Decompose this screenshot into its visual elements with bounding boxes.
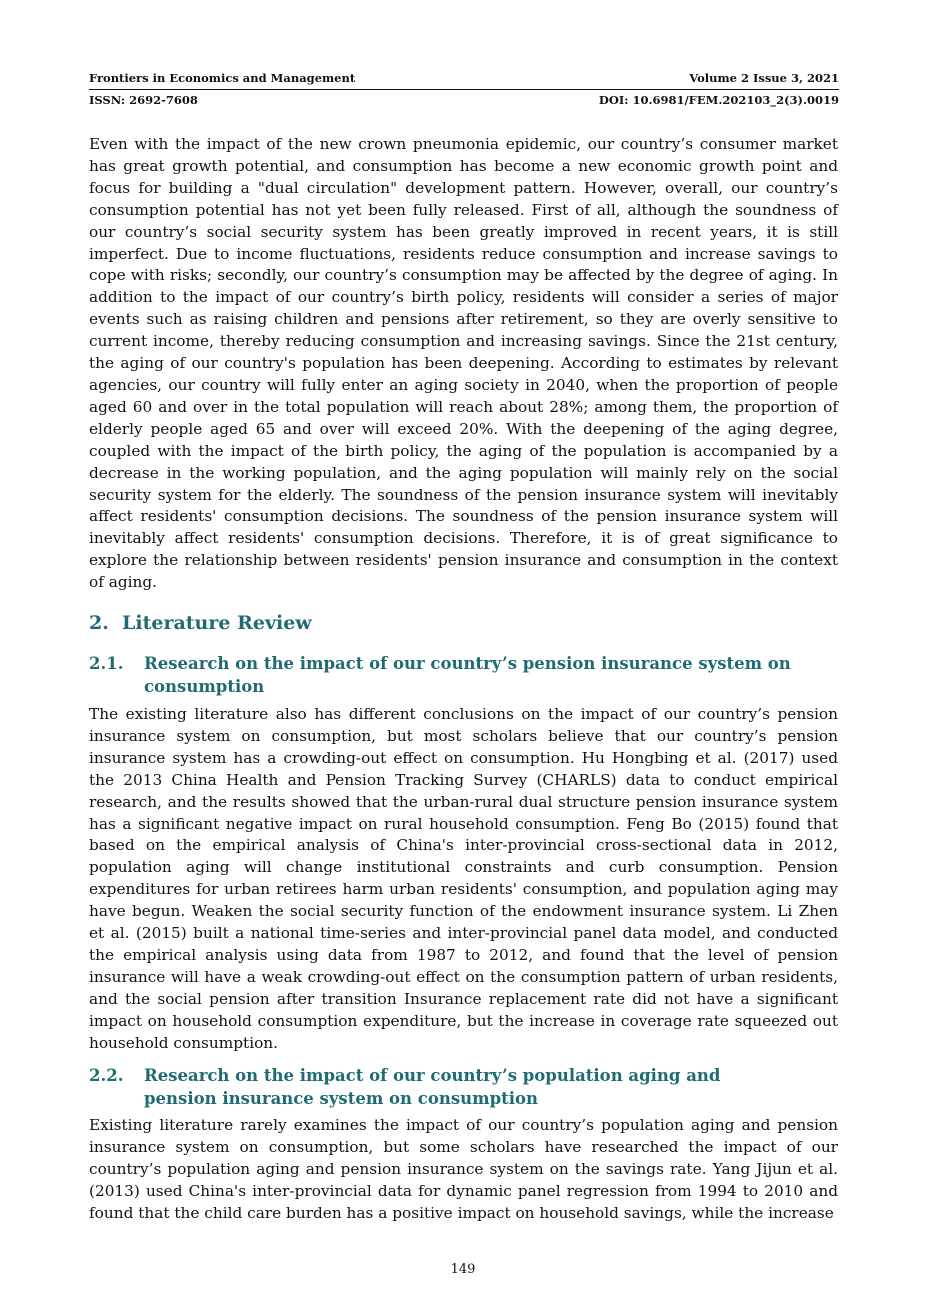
volume-issue: Volume 2 Issue 3, 2021 — [689, 71, 839, 85]
subsection-number: 2.1. — [89, 654, 124, 673]
issn: ISSN: 2692-7608 — [89, 93, 198, 107]
running-header-top — [89, 71, 839, 85]
subsection-number: 2.2. — [89, 1066, 124, 1085]
page-number: 149 — [450, 1262, 476, 1277]
subsection-2-1-paragraph: The existing literature also has different conclusions on the impact of our country’s pension insurance system on consumption, but most scholars believe that our country’s pension insurance system has a crowding-out effect on consumption. Hu Hongbing et al. (2017) used the 2013 China Health and Pension Tracking Survey (CHARLS) data to conduct empirical research, and the results showed that the urban-rural dual structure pension insurance system has a significant negative impact on rural household consumption. Feng Bo (2015) found that based on the empirical analysis of China's inter-provincial cross-sectional data in 2012, population aging will change institutional constraints and curb consumption. Pension expenditures for urban retirees harm urban residents' consumption, and population aging may have begun. Weaken the social security function of the endowment insurance system. Li Zhen et al. (2015) built a national time-series and inter-provincial panel data model, and conducted the empirical analysis using data from 1987 to 2012, and found that the level of pension insurance will have a weak crowding-out effect on the consumption pattern of urban residents, and the social pension after transition Insurance replacement rate did not have a significant impact on household consumption expenditure, but the increase in coverage rate squeezed out household consumption. — [89, 705, 838, 1052]
subsection-heading-2-2 — [89, 1064, 838, 1110]
section-number: 2. — [89, 612, 109, 634]
doi: DOI: 10.6981/FEM.202103_2(3).0019 — [598, 93, 839, 107]
section-title: Literature Review — [122, 612, 312, 634]
intro-paragraph: Even with the impact of the new crown pneumonia epidemic, our country’s consumer market has great growth potential, and consumption has become a new economic growth point and focus for building a "dual circulation" development pattern. However, overall, our country’s consumption potential has not yet been fully released. First of all, although the soundness of our country’s social security system has been greatly improved in recent years, it is still imperfect. Due to income fluctuations, residents reduce consumption and increase savings to cope with risks; secondly, our country’s consumption may be affected by the degree of aging. In addition to the impact of our country’s birth policy, residents will consider a series of major events such as raising children and pensions after retirement, so they are overly sensitive to current income, thereby reducing consumption and increasing savings. Since the 21st century, the aging of our country's population has been deepening. According to estimates by relevant agencies, our country will fully enter an aging society in 2040, when the proportion of people aged 60 and over in the total population will reach about 28%; among them, the proportion of elderly people aged 65 and over will exceed 20%. With the deepening of the aging degree, coupled with the impact of the birth policy, the aging of the population is accompanied by a decrease in the working population, and the aging population will mainly rely on the social security system for the elderly. The soundness of the pension insurance system will inevitably affect residents' consumption decisions. The soundness of the pension insurance system will inevitably affect residents' consumption decisions. Therefore, it is of great significance to explore the relationship between residents' pension insurance and consumption in the context of aging. — [89, 135, 838, 592]
subsection-title: Research on the impact of our country’s pension insurance system on consumption — [144, 654, 791, 696]
journal-name: Frontiers in Economics and Management — [89, 71, 356, 85]
subsection-heading-2-1 — [89, 652, 838, 698]
section-heading-literature-review — [89, 612, 838, 634]
subsection-2-2-paragraph: Existing literature rarely examines the impact of our country’s population aging and pension insurance system on consumption, but some scholars have researched the impact of our country’s population aging and pension insurance system on the savings rate. Yang Jijun et al. (2013) used China's inter-provincial data for dynamic panel regression from 1994 to 2010 and found that the child care burden has a positive impact on household savings, while the increase — [89, 1116, 838, 1222]
header-rule — [89, 89, 839, 90]
running-header-bottom — [89, 93, 839, 107]
subsection-title: Research on the impact of our country’s population aging and pension insurance system on consumption — [144, 1066, 721, 1108]
